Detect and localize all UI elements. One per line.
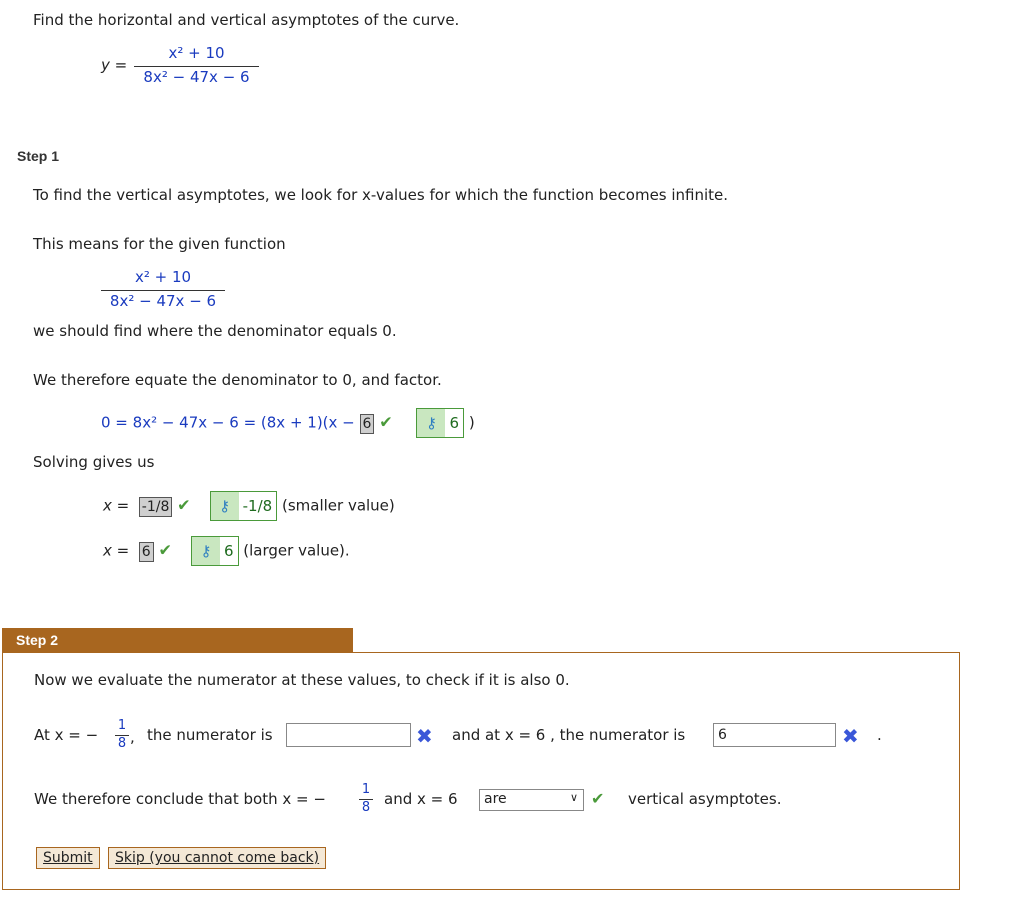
at-prefix: At x = − [34,726,99,744]
and-x-label: and x = 6 [384,790,458,808]
root1-key-value: -1/8 [242,497,273,515]
root1-x-label: x = [103,496,130,515]
step1-numerator: x² + 10 [134,268,192,286]
root2-x-label: x = [103,541,130,560]
numerator-input-1[interactable] [286,723,411,747]
key-icon: ⚷ [192,537,220,565]
step1-means: This means for the given function [33,235,286,253]
incorrect-icon: ✖ [416,724,433,748]
root2-row [103,536,350,566]
step1-equate: We therefore equate the denominator to 0, and factor. [33,371,442,389]
fraction-bar [101,290,225,291]
step2-label: Step 2 [16,632,59,648]
vertical-label: vertical asymptotes. [628,790,782,808]
key-icon: ⚷ [417,409,445,437]
check-icon: ✔ [591,789,605,808]
step2-header [2,628,353,653]
root1-row [103,491,395,521]
problem-denominator: 8x² − 47x − 6 [143,68,250,86]
submit-button[interactable]: Submit [36,847,100,869]
step1-denominator: 8x² − 47x − 6 [109,292,217,310]
root2-note: (larger value). [243,541,350,560]
fraction-bar [134,66,259,67]
incorrect-icon: ✖ [842,724,859,748]
fraction-numerator: 1 [117,718,127,733]
root2-answer-box: 6 [139,542,154,562]
root2-key-box[interactable] [191,536,239,566]
neg-one-eighth-fraction-1 [115,718,129,758]
step1-label: Step 1 [17,148,60,164]
period: . [877,726,882,744]
check-icon: ✔ [158,540,172,560]
root1-key-box[interactable] [210,491,278,521]
conclude-prefix: We therefore conclude that both x = − [34,790,326,808]
fraction-numerator: 1 [361,782,371,797]
factor-close-paren: ) [468,413,475,432]
skip-button[interactable]: Skip (you cannot come back) [108,847,326,869]
fraction-denominator: 8 [361,800,371,815]
factor-key-value: 6 [449,414,460,432]
check-icon: ✔ [379,412,393,432]
step1-find-where: we should find where the denominator equals 0. [33,322,397,340]
step2-intro: Now we evaluate the numerator at these values, to check if it is also 0. [34,671,570,689]
factor-row [101,408,475,438]
and-at-label: and at x = 6 , the numerator is [452,726,686,744]
factor-key-box[interactable] [416,408,464,438]
step1-fraction [101,268,225,314]
key-icon: ⚷ [211,492,239,520]
factor-answer-box: 6 [360,414,375,434]
step1-solving: Solving gives us [33,453,155,471]
chevron-down-icon: ∨ [569,791,578,804]
asymptote-select[interactable] [479,789,584,811]
select-value: are [484,791,507,807]
neg-one-eighth-fraction-2 [359,782,373,822]
comma: , [130,728,135,746]
check-icon: ✔ [177,495,191,515]
problem-fraction [134,44,259,90]
root2-key-value: 6 [223,542,234,560]
root1-answer-box: -1/8 [139,497,173,517]
root1-note: (smaller value) [281,496,395,515]
fraction-denominator: 8 [117,736,127,751]
problem-prompt: Find the horizontal and vertical asymptotes of the curve. [33,11,460,29]
y-label: y = [101,56,128,74]
numerator-is-label-1: the numerator is [147,726,273,744]
factor-expression: 0 = 8x² − 47x − 6 = (8x + 1)(x − [101,413,355,432]
step1-intro: To find the vertical asymptotes, we look for x-values for which the function becomes infinite. [33,186,729,204]
numerator-input-2[interactable] [713,723,836,747]
problem-numerator: x² + 10 [168,44,225,62]
